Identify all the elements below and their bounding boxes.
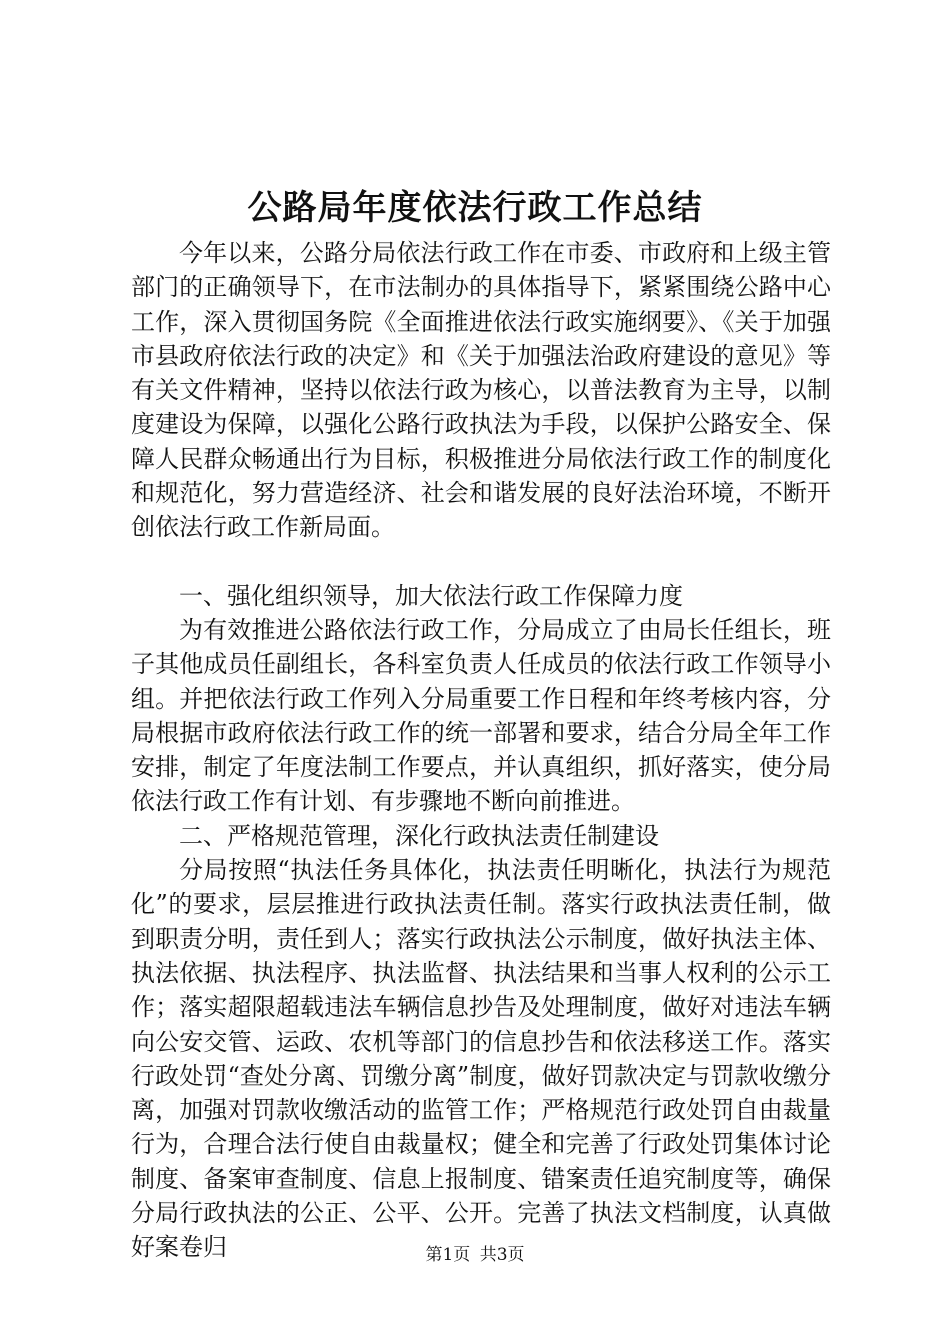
section-heading-2: 二、严格规范管理，深化行政执法责任制建设 [179, 821, 659, 850]
document-title: 公路局年度依法行政工作总结 [247, 188, 703, 228]
paragraph-intro: 今年以来，公路分局依法行政工作在市委、市政府和上级主管部门的正确领导下，在市法制办的具体指导下，紧紧围绕公路中心工作，深入贯彻国务院《全面推进依法行政实施纲要》、《关于加强市县政府依法行政的决定》和《关于加强法治政府建设的意见》等有关文件精神，坚持以依法行政为核心，以普法教育为主导，以制度建设为保障，以强化公路行政执法为手段，以保护公路安全、保障人民群众畅通出行为目标，积极推进分局依法行政工作的制度化和规范化，努力营造经济、社会和谐发展的良好法治环境，不断开创依法行政工作新局面。 [131, 239, 831, 542]
paragraph-section-2: 分局按照“执法任务具体化，执法责任明晰化，执法行为规范化”的要求，层层推进行政执法责任制。落实行政执法责任制，做到职责分明，责任到人；落实行政执法公示制度，做好执法主体、执法依据、执法程序、执法监督、执法结果和当事人权利的公示工作；落实超限超载违法车辆信息抄告及处理制度，做好对违法车辆向公安交管、运政、农机等部门的信息抄告和依法移送工作。落实行政处罚“查处分离、罚缴分离”制度，做好罚款决定与罚款收缴分离，加强对罚款收缴活动的监管工作；严格规范行政处罚自由裁量行为，合理合法行使自由裁量权；健全和完善了行政处罚集体讨论制度、备案审查制度、信息上报制度、错案责任追究制度等，确保分局行政执法的公正、公平、公开。完善了执法文档制度，认真做好案卷归 [131, 856, 831, 1262]
paragraph-section-1: 为有效推进公路依法行政工作，分局成立了由局长任组长，班子其他成员任副组长，各科室负责人任成员的依法行政工作领导小组。并把依法行政工作列入分局重要工作日程和年终考核内容，分局根据市政府依法行政工作的统一部署和要求，结合分局全年工作安排，制定了年度法制工作要点，并认真组织，抓好落实，使分局依法行政工作有计划、有步骤地不断向前推进。 [131, 615, 831, 816]
section-heading-1: 一、强化组织领导，加大依法行政工作保障力度 [179, 581, 683, 610]
page-number-footer: 第1页 共3页 [425, 1245, 525, 1265]
document-body [131, 236, 831, 1265]
